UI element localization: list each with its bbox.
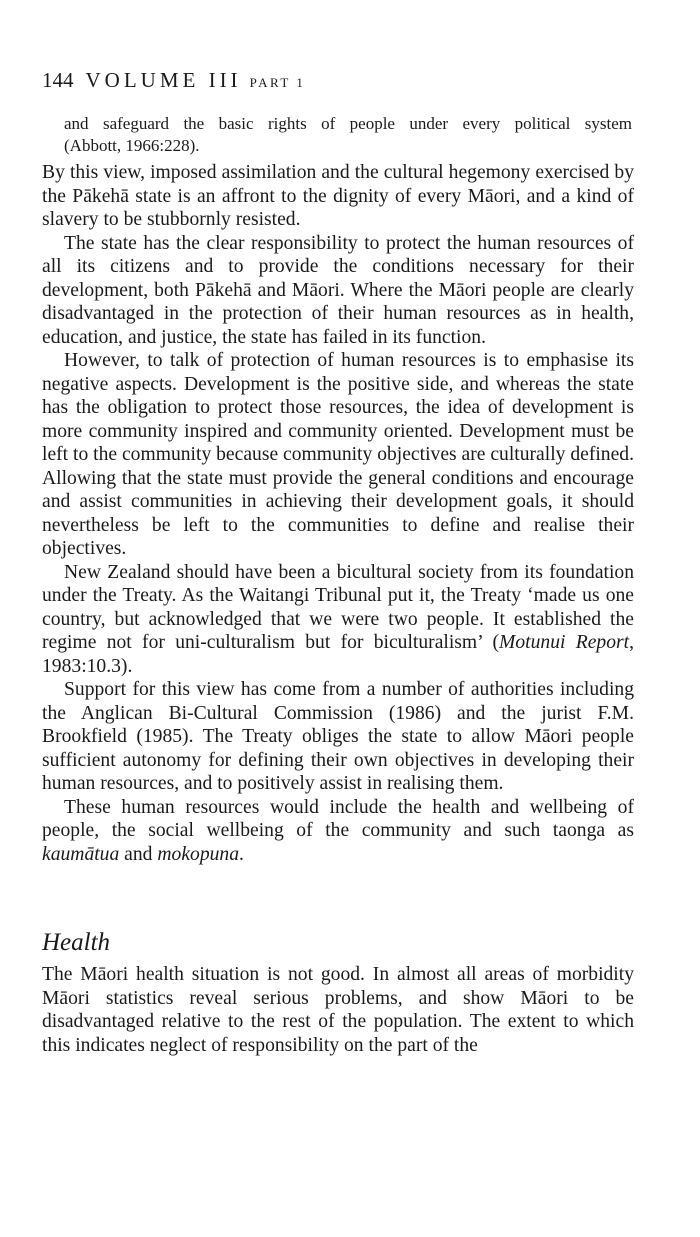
quote-line: and safeguard the basic rights of people under every political system bbox=[64, 114, 632, 133]
paragraph: The state has the clear responsibility to protect the human resources of all its citizens and to provide the conditions necessary for their development, both Pākehā and Māori. Where the Māori people are clearly disadvantaged in the protection of their human resources as in health, education, and justice, the state has failed in its function. bbox=[42, 232, 634, 348]
body-text bbox=[42, 161, 634, 866]
paragraph: The Māori health situation is not good. In almost all areas of morbidity Māori statistics reveal serious problems, and show Māori to be disadvantaged relative to the rest of the population. The extent to which this indicates neglect of responsibility on the part of the bbox=[42, 964, 634, 1056]
running-header bbox=[42, 66, 305, 97]
maori-term: kaumātua bbox=[42, 843, 120, 865]
part-label: PART 1 bbox=[249, 75, 306, 90]
paragraph bbox=[42, 796, 634, 867]
paragraph: However, to talk of protection of human resources is to emphasise its negative aspects. Development is the positive side, and whereas the state has the obligation to protect those resources, the idea of development is more community inspired and community oriented. Development must be left to the community because community objectives are culturally defined. Allowing that the state must provide the general conditions and encourage and assist communities in achieving their development goals, it should nevertheless be left to the communities to define and realise their objectives. bbox=[42, 350, 634, 559]
page-number: 144 bbox=[42, 68, 74, 92]
section-body bbox=[42, 963, 634, 1057]
volume-label: VOLUME III bbox=[85, 68, 242, 92]
paragraph: By this view, imposed assimilation and the cultural hegemony exercised by the Pākehā state is an affront to the dignity of every Māori, and a kind of slavery to be stubbornly resisted. bbox=[42, 162, 634, 230]
block-quote bbox=[64, 113, 632, 157]
citation-title: Motunui Report bbox=[499, 632, 630, 653]
paragraph-text: and bbox=[119, 843, 158, 865]
quote-line: (Abbott, 1966:228). bbox=[64, 136, 200, 155]
paragraph-text: , 1983:10.3). bbox=[42, 632, 634, 677]
maori-term: mokopuna bbox=[157, 843, 240, 865]
paragraph bbox=[42, 561, 634, 679]
section-heading: Health bbox=[42, 929, 111, 956]
paragraph-text: . bbox=[239, 843, 244, 865]
paragraph-text: New Zealand should have been a bicultural society from its foundation under the Treaty. As the Waitangi Tribunal put it, the Treaty ‘made us one country, but acknowledged that we were two people. It established the regime not for uni-culturalism but for biculturalism’ ( bbox=[42, 561, 634, 653]
paragraph: Support for this view has come from a number of authorities including the Anglican Bi-Cultural Commission (1986) and the jurist F.M. Brookfield (1985). The Treaty obliges the state to allow Māori people sufficient autonomy for defining their own objectives in developing their human resources, and to positively assist in realising them. bbox=[42, 679, 634, 794]
paragraph-text: These human resources would include the health and wellbeing of people, the social wellbeing of the community and such taonga as bbox=[42, 796, 634, 841]
